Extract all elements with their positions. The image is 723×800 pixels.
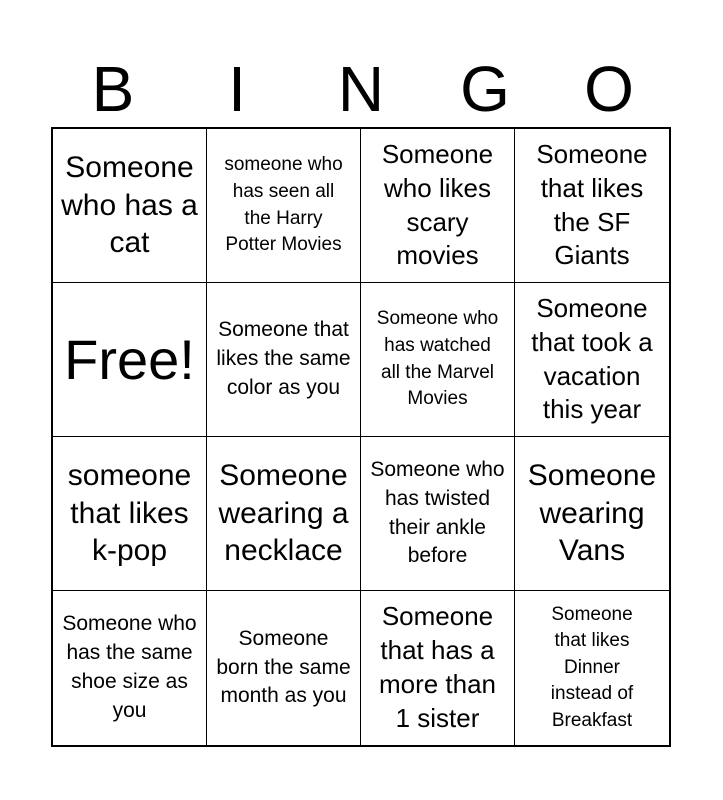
bingo-cell[interactable]: [207, 129, 361, 283]
bingo-cell-text: Someone who has twisted their ankle before: [370, 457, 505, 568]
bingo-cell-text: Someone that took a vacation this year: [531, 292, 653, 425]
bingo-header: [51, 50, 671, 128]
bingo-cell-text: Someone that has a more than 1 sister: [378, 601, 497, 733]
bingo-cell[interactable]: [515, 437, 669, 591]
bingo-cell-text: Someone that likes the SF Giants: [536, 138, 648, 271]
header-letter-n: N: [337, 53, 385, 125]
bingo-cell[interactable]: [53, 129, 207, 283]
bingo-cell[interactable]: [207, 437, 361, 591]
header-letter-g: G: [460, 53, 510, 125]
bingo-cell[interactable]: [207, 283, 361, 437]
header-letter-o: O: [584, 53, 634, 125]
bingo-cell-text: Someone who has the same shoe size as you: [62, 612, 197, 722]
bingo-cell-text: Someone wearing Vans: [527, 459, 657, 568]
bingo-board: [51, 127, 671, 747]
bingo-cell[interactable]: [515, 129, 669, 283]
bingo-cell-text: Someone that likes the same color as you: [216, 318, 351, 399]
bingo-cell[interactable]: [207, 591, 361, 745]
bingo-cell[interactable]: [361, 129, 515, 283]
bingo-cell[interactable]: [515, 283, 669, 437]
bingo-cell[interactable]: [515, 591, 669, 745]
header-letter-b: B: [91, 53, 135, 125]
bingo-cell[interactable]: [361, 283, 515, 437]
bingo-cell-text: Someone that likes Dinner instead of Breakfast: [550, 603, 634, 731]
bingo-cell[interactable]: [53, 591, 207, 745]
bingo-cell-text: Someone who has watched all the Marvel Movies: [376, 308, 499, 410]
bingo-cell-free[interactable]: [53, 283, 207, 437]
bingo-cell-text: someone who has seen all the Harry Potter Movies: [224, 154, 343, 256]
bingo-cell[interactable]: [361, 591, 515, 745]
bingo-cell-text: Someone born the same month as you: [216, 626, 351, 708]
bingo-cell[interactable]: [53, 437, 207, 591]
free-space-text: Free!: [64, 327, 195, 391]
bingo-cell-text: someone that likes k-pop: [67, 459, 192, 568]
header-letter-i: I: [228, 53, 246, 125]
bingo-cell-text: Someone who has a cat: [61, 151, 198, 260]
bingo-cell[interactable]: [361, 437, 515, 591]
bingo-cell-text: Someone who likes scary movies: [381, 138, 494, 271]
bingo-cell-text: Someone wearing a necklace: [218, 459, 349, 568]
